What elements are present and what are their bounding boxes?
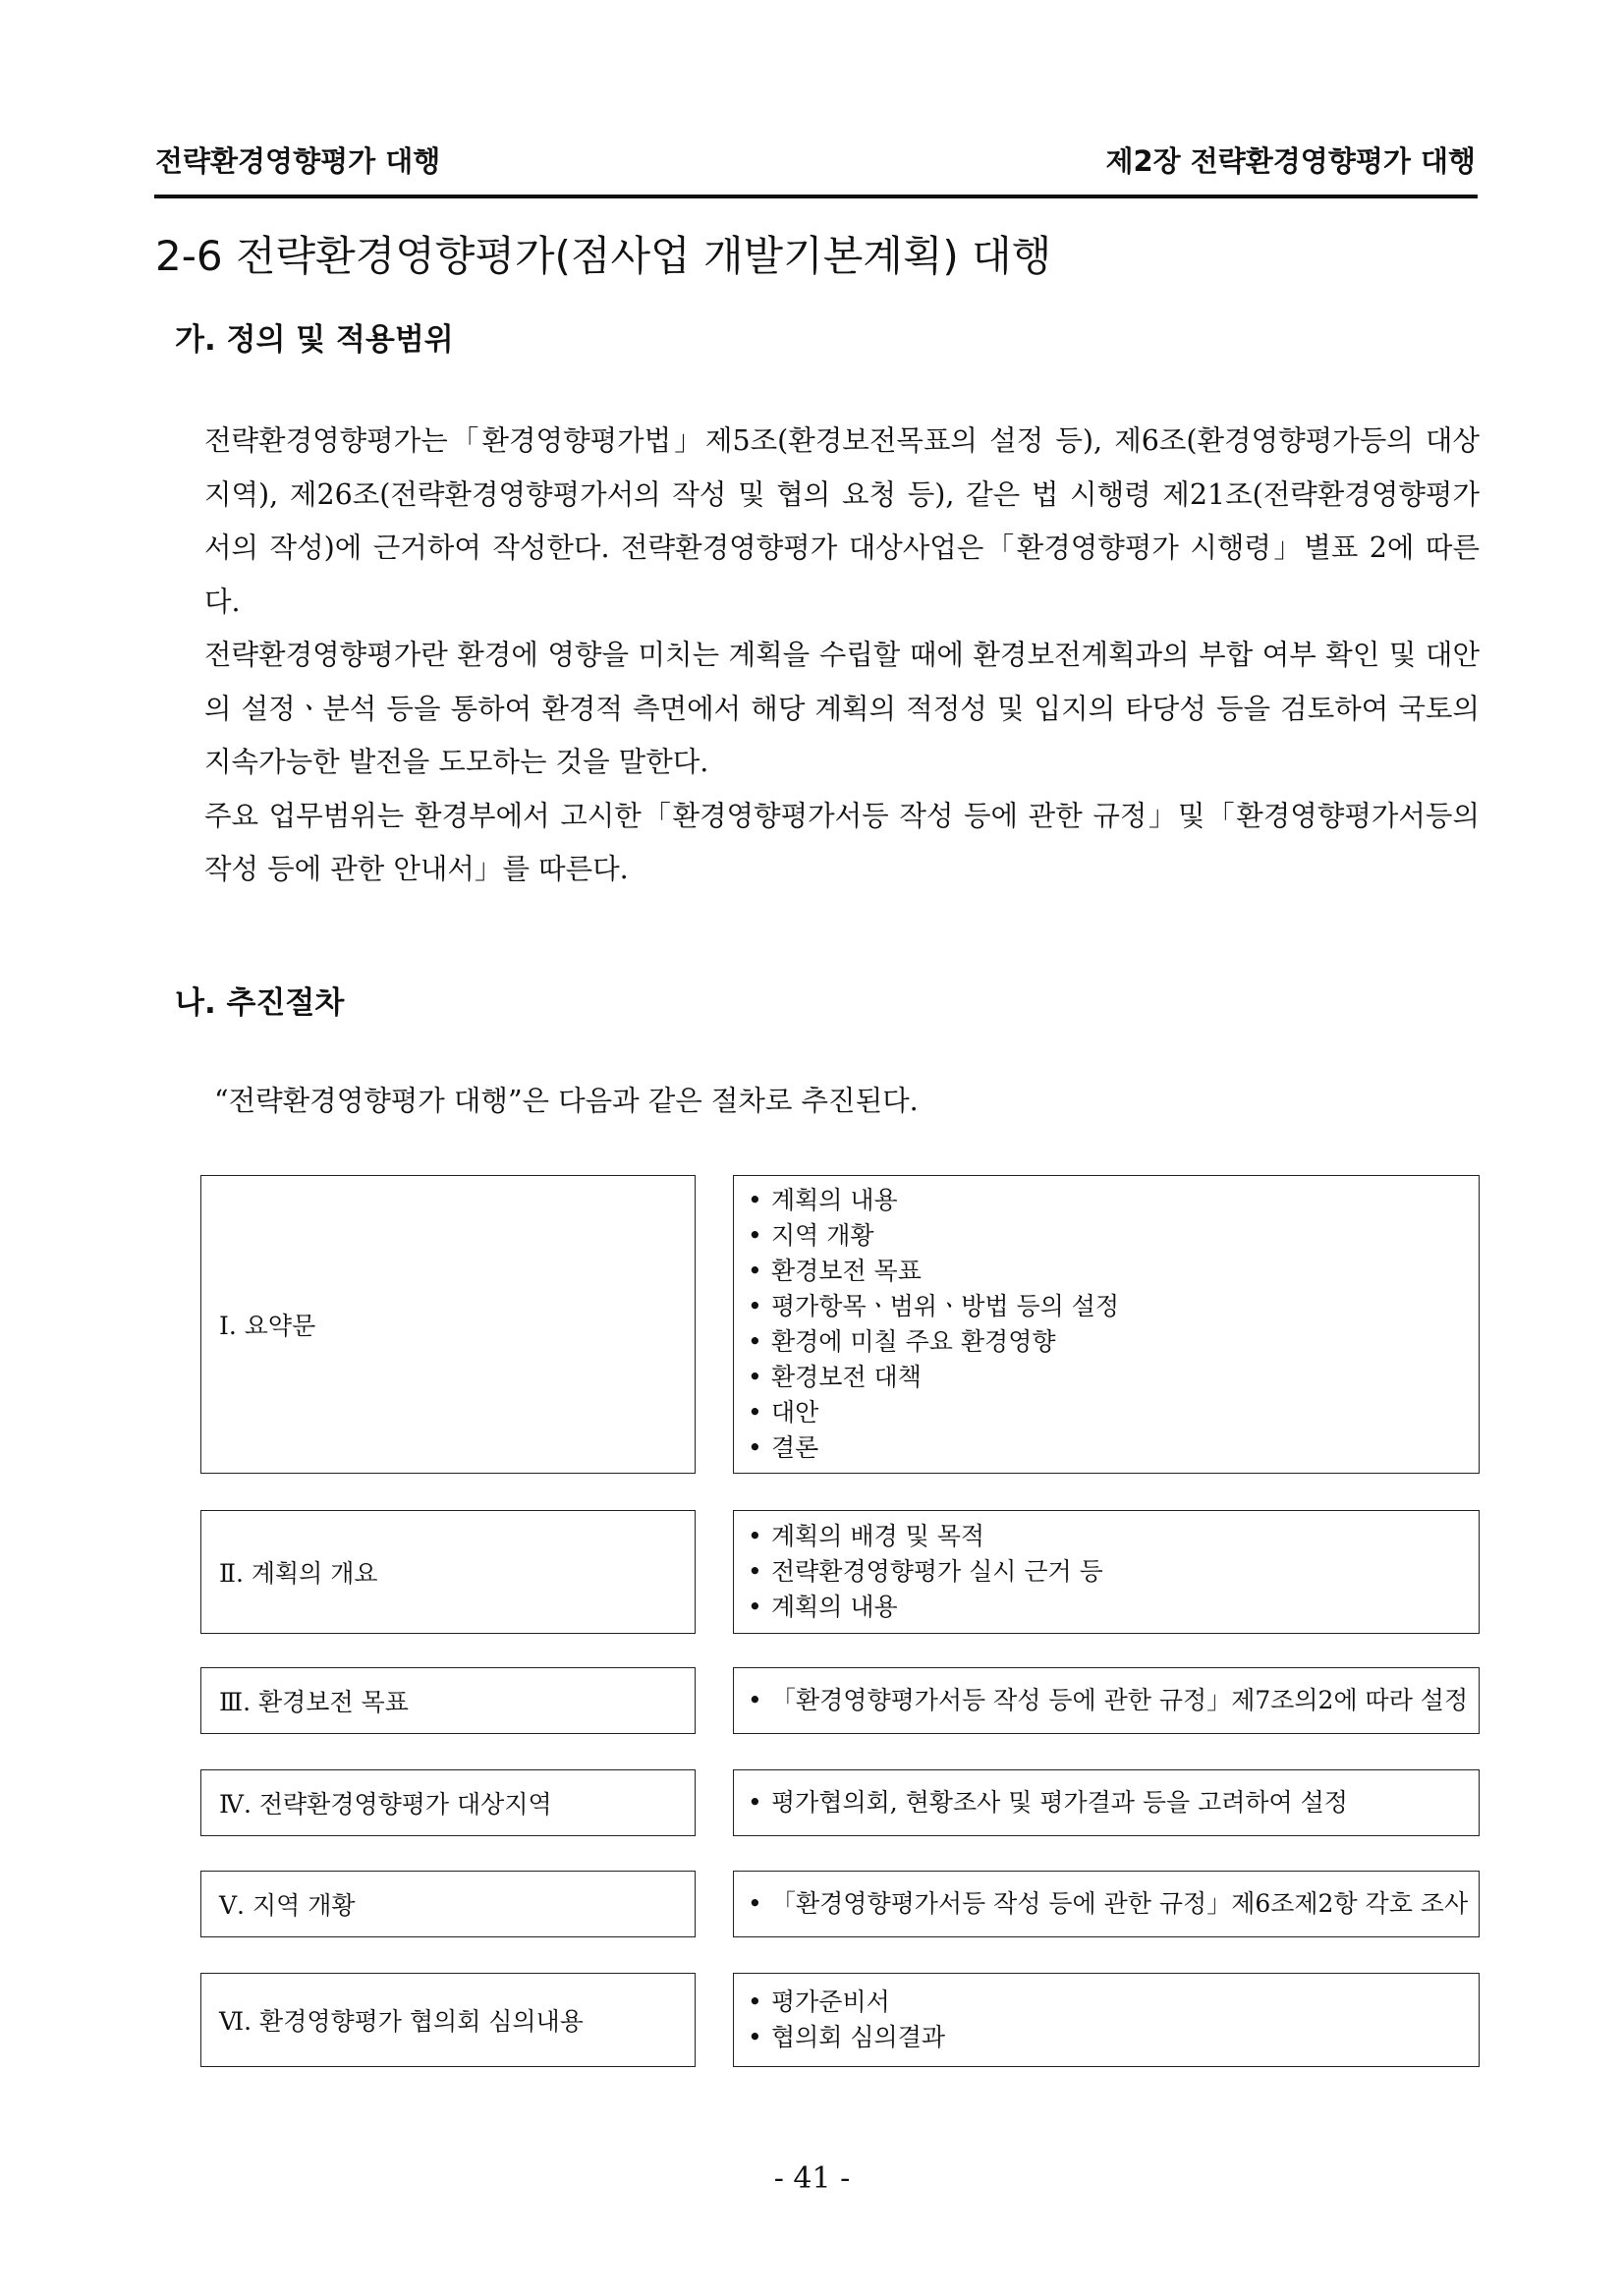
paragraph: 전략환경영향평가란 환경에 영향을 미치는 계획을 수립할 때에 환경보전계획과의 부합 여부 확인 및 대안의 설정ㆍ분석 등을 통하여 환경적 측면에서 해당 계획의 적정성 및 입지의 타당성 등을 검토하여 국토의 지속가능한 발전을 도모하는 것을 말한다. [204,639,1480,778]
list-item: • 지역 개황 [748,1218,1479,1254]
paragraph: 전략환경영향평가는「환경영향평가법」제5조(환경보전목표의 설정 등), 제6조(환경영향평가등의 대상지역), 제26조(전략환경영향평가서의 작성 및 협의 요청 등), 같은 법 시행령 제21조(전략환경영향평가서의 작성)에 근거하여 작성한다. 전략환경영향평가 대상사업은「환경영향평가 시행령」별표 2에 따른다. [204,424,1480,618]
list-item: • 전략환경영향평가 실시 근거 등 [748,1554,1479,1590]
procedure-step-box [200,1973,696,2067]
running-header-left: 전략환경영향평가 대행 [155,144,441,178]
paragraph: 주요 업무범위는 환경부에서 고시한「환경영향평가서등 작성 등에 관한 규정」및「환경영향평가서등의 작성 등에 관한 안내서」를 따른다. [204,799,1480,885]
list-item: • 대안 [748,1395,1479,1430]
list-item: • 환경보전 목표 [748,1254,1479,1289]
list-item: • 평가항목ㆍ범위ㆍ방법 등의 설정 [748,1289,1479,1324]
procedure-detail-list [748,1519,1479,1625]
procedure-detail-list [748,1785,1479,1820]
procedure-step-label: Ⅰ. 요약문 [219,1312,316,1340]
procedure-detail-box [733,1667,1480,1734]
procedure-step-label: Ⅱ. 계획의 개요 [219,1559,378,1588]
procedure-step-box [200,1667,696,1734]
list-item: • 계획의 내용 [748,1590,1479,1625]
procedure-step-label: Ⅲ. 환경보전 목표 [219,1688,409,1716]
procedure-detail-box [733,1510,1480,1634]
list-item: • 계획의 배경 및 목적 [748,1519,1479,1554]
list-item: • 환경에 미칠 주요 환경영향 [748,1324,1479,1360]
procedure-step-label: Ⅳ. 전략환경영향평가 대상지역 [219,1790,552,1819]
procedure-step-box [200,1175,696,1474]
section-heading-definition: 가. 정의 및 적용범위 [175,322,454,358]
list-item: • 「환경영향평가서등 작성 등에 관한 규정」제7조의2에 따라 설정 [748,1683,1479,1718]
running-header-right: 제2장 전략환경영향평가 대행 [1105,144,1476,178]
list-item: • 계획의 내용 [748,1183,1479,1218]
procedure-detail-list [748,1183,1479,1466]
page-title: 2-6 전략환경영향평가(점사업 개발기본계획) 대행 [155,232,1052,280]
procedure-step-box [200,1871,696,1937]
procedure-step-box [200,1769,696,1836]
procedure-detail-box [733,1871,1480,1937]
list-item: • 「환경영향평가서등 작성 등에 관한 규정」제6조제2항 각호 조사 [748,1886,1479,1922]
list-item: • 평가준비서 [748,1985,1479,2020]
procedure-detail-box [733,1175,1480,1474]
page-number: - 41 - [773,2161,851,2196]
procedure-step-label: Ⅴ. 지역 개황 [219,1891,356,1920]
procedure-step-label: Ⅵ. 환경영향평가 협의회 심의내용 [219,2007,584,2036]
list-item: • 환경보전 대책 [748,1360,1479,1395]
procedure-step-box [200,1510,696,1634]
procedure-detail-box [733,1973,1480,2067]
procedure-detail-box [733,1769,1480,1836]
header-rule [154,195,1478,198]
section-heading-procedure: 나. 추진절차 [175,985,345,1021]
list-item: • 결론 [748,1430,1479,1466]
procedure-detail-list [748,1985,1479,2055]
list-item: • 평가협의회, 현황조사 및 평가결과 등을 고려하여 설정 [748,1785,1479,1820]
definition-body [204,415,1480,897]
procedure-intro: “전략환경영향평가 대행”은 다음과 같은 절차로 추진된다. [214,1085,919,1117]
procedure-detail-list [748,1886,1479,1922]
list-item: • 협의회 심의결과 [748,2020,1479,2055]
procedure-detail-list [748,1683,1479,1718]
